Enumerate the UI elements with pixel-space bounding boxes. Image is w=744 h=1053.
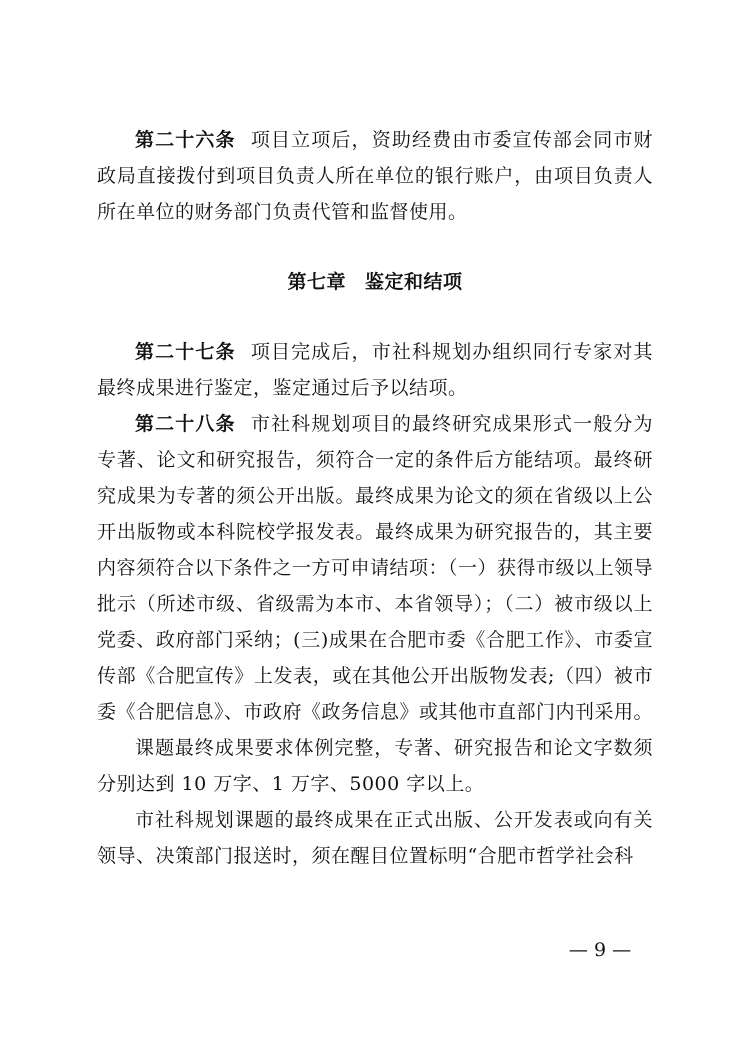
article-27 — [97, 334, 653, 406]
article-27-text: 项目完成后，市社科规划办组织同行专家对其最终成果进行鉴定，鉴定通过后予以结项。 — [97, 341, 653, 399]
page-number: — 9 — — [568, 939, 632, 961]
article-26-title: 第二十六条 — [135, 129, 236, 151]
article-26 — [97, 122, 653, 230]
article-27-title: 第二十七条 — [135, 341, 236, 363]
chapter-heading — [97, 264, 653, 300]
chapter-number: 第七章 — [287, 271, 346, 293]
chapter-title: 鉴定和结项 — [365, 271, 463, 293]
paragraph-marking: 市社科规划课题的最终成果在正式出版、公开发表或向有关领导、决策部门报送时，须在醒目位置标明“合肥市哲学社会科 — [97, 809, 653, 867]
paragraph-word-count: 课题最终成果要求体例完整，专著、研究报告和论文字数须分别达到 10 万字、1 万字、5000 字以上。 — [97, 737, 653, 795]
article-28-title: 第二十八条 — [135, 413, 236, 435]
article-28 — [97, 406, 653, 730]
article-26-text: 项目立项后，资助经费由市委宣传部会同市财政局直接拨付到项目负责人所在单位的银行账户，由项目负责人所在单位的财务部门负责代管和监督使用。 — [97, 129, 653, 223]
article-28-text: 市社科规划项目的最终研究成果形式一般分为专著、论文和研究报告，须符合一定的条件后方能结项。最终研究成果为专著的须公开出版。最终成果为论文的须在省级以上公开出版物或本科院校学报发表。最终成果为研究报告的，其主要内容须符合以下条件之一方可申请结项：（一）获得市级以上领导批示（所述市级、省级需为本市、本省领导）；（二）被市级以上党委、政府部门采纳；(三)成果在合肥市委《合肥工作》、市委宣传部《合肥宣传》上发表，或在其他公开出版物发表;（四）被市委《合肥信息》、市政府《政务信息》或其他市直部门内刊采用。 — [97, 413, 654, 723]
document-body — [97, 122, 653, 874]
